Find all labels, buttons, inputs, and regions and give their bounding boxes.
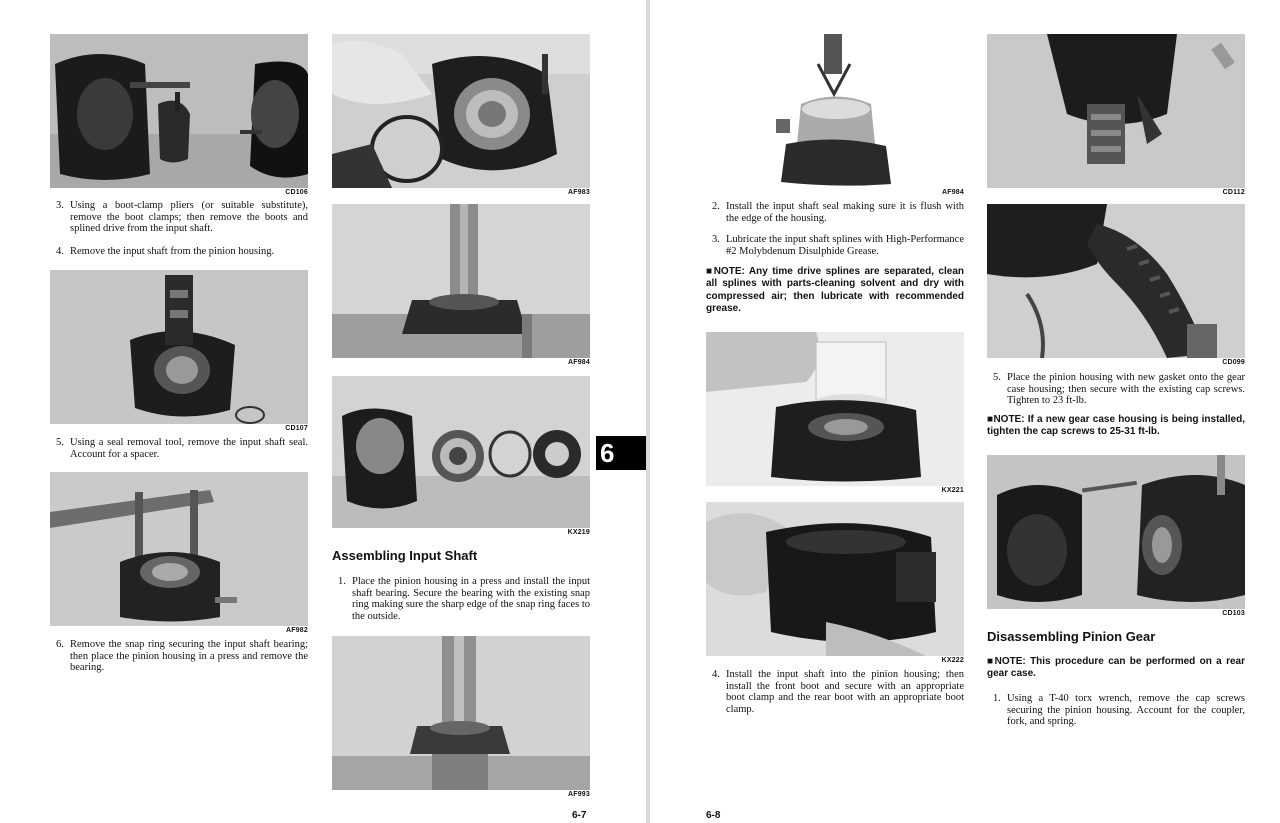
step-5: 5. Using a seal removal tool, remove the input shaft seal. Account for a spacer.	[56, 437, 308, 460]
photo-cd103	[987, 455, 1245, 609]
heading-assembling-input-shaft: Assembling Input Shaft	[332, 548, 478, 563]
step-2-right: 2. Install the input shaft seal making sure it is flush with the edge of the housing.	[712, 201, 964, 224]
page-number-left: 6-7	[572, 810, 587, 821]
photo-code-af984-right: AF984	[941, 189, 964, 196]
photo-af984	[332, 204, 590, 358]
photo-code-af984-left: AF984	[567, 359, 590, 366]
photo-kx221	[706, 332, 964, 486]
note-new-gear-case: ■NOTE: If a new gear case housing is being installed, tighten the cap screws to 25-31 ft-lb.	[987, 414, 1245, 438]
photo-code-cd103: CD103	[1222, 610, 1245, 617]
photo-code-cd106: CD106	[285, 189, 308, 196]
photo-af982	[50, 472, 308, 626]
photo-af993	[332, 636, 590, 790]
page-number-right: 6-8	[706, 810, 721, 821]
assembling-step-1: 1. Place the pinion housing in a press and install the input shaft bearing. Secure the bearing with the existing snap ring making sure the sharp edge of the snap ring faces to the outside.	[338, 576, 590, 622]
disassembling-step-1: 1. Using a T-40 torx wrench, remove the cap screws securing the pinion housing. Account for the coupler, fork, and spring.	[993, 693, 1245, 727]
photo-cd099	[987, 204, 1245, 358]
step-3: 3. Using a boot-clamp pliers (or suitable substitute), remove the boot clamps; then remove the boots and splined drive from the input shaft.	[56, 200, 308, 234]
photo-af984-right	[706, 34, 964, 188]
photo-cd106	[50, 34, 308, 188]
step-6: 6. Remove the snap ring securing the input shaft bearing; then place the pinion housing in a press and remove the bearing.	[56, 639, 308, 673]
photo-cd112	[987, 34, 1245, 188]
section-tab: 6	[596, 436, 646, 470]
step-5-right: 5. Place the pinion housing with new gasket onto the gear case housing; then secure with the existing cap screws. Tighten to 23 ft-lb.	[993, 372, 1245, 406]
note-rear-gear-case: ■NOTE: This procedure can be performed on a rear gear case.	[987, 656, 1245, 680]
photo-af983	[332, 34, 590, 188]
photo-code-cd107: CD107	[285, 425, 308, 432]
photo-cd107	[50, 270, 308, 424]
photo-code-af982: AF982	[285, 627, 308, 634]
note-drive-splines: ■NOTE: Any time drive splines are separated, clean all splines with parts-cleaning solvent and dry with compressed air; then lubricate with recommended grease.	[706, 266, 964, 314]
step-4: 4. Remove the input shaft from the pinion housing.	[56, 246, 275, 257]
photo-code-cd099: CD099	[1222, 359, 1245, 366]
photo-code-cd112: CD112	[1222, 189, 1245, 196]
photo-code-kx221: KX221	[941, 487, 964, 494]
step-4-right: 4. Install the input shaft into the pinion housing; then install the front boot and secure with an appropriate boot clamp and the rear boot with an appropriate boot clamp.	[712, 669, 964, 715]
photo-kx219	[332, 376, 590, 528]
photo-code-af993: AF993	[567, 791, 590, 798]
photo-code-af983-top: AF983	[567, 189, 590, 196]
photo-code-kx222: KX222	[941, 657, 964, 664]
right-page	[650, 0, 1280, 823]
photo-kx222	[706, 502, 964, 656]
step-3-right: 3. Lubricate the input shaft splines with High-Performance #2 Molybdenum Disulphide Grease.	[712, 234, 964, 257]
heading-disassembling-pinion-gear: Disassembling Pinion Gear	[987, 629, 1156, 644]
photo-code-kx219: KX219	[567, 529, 590, 536]
